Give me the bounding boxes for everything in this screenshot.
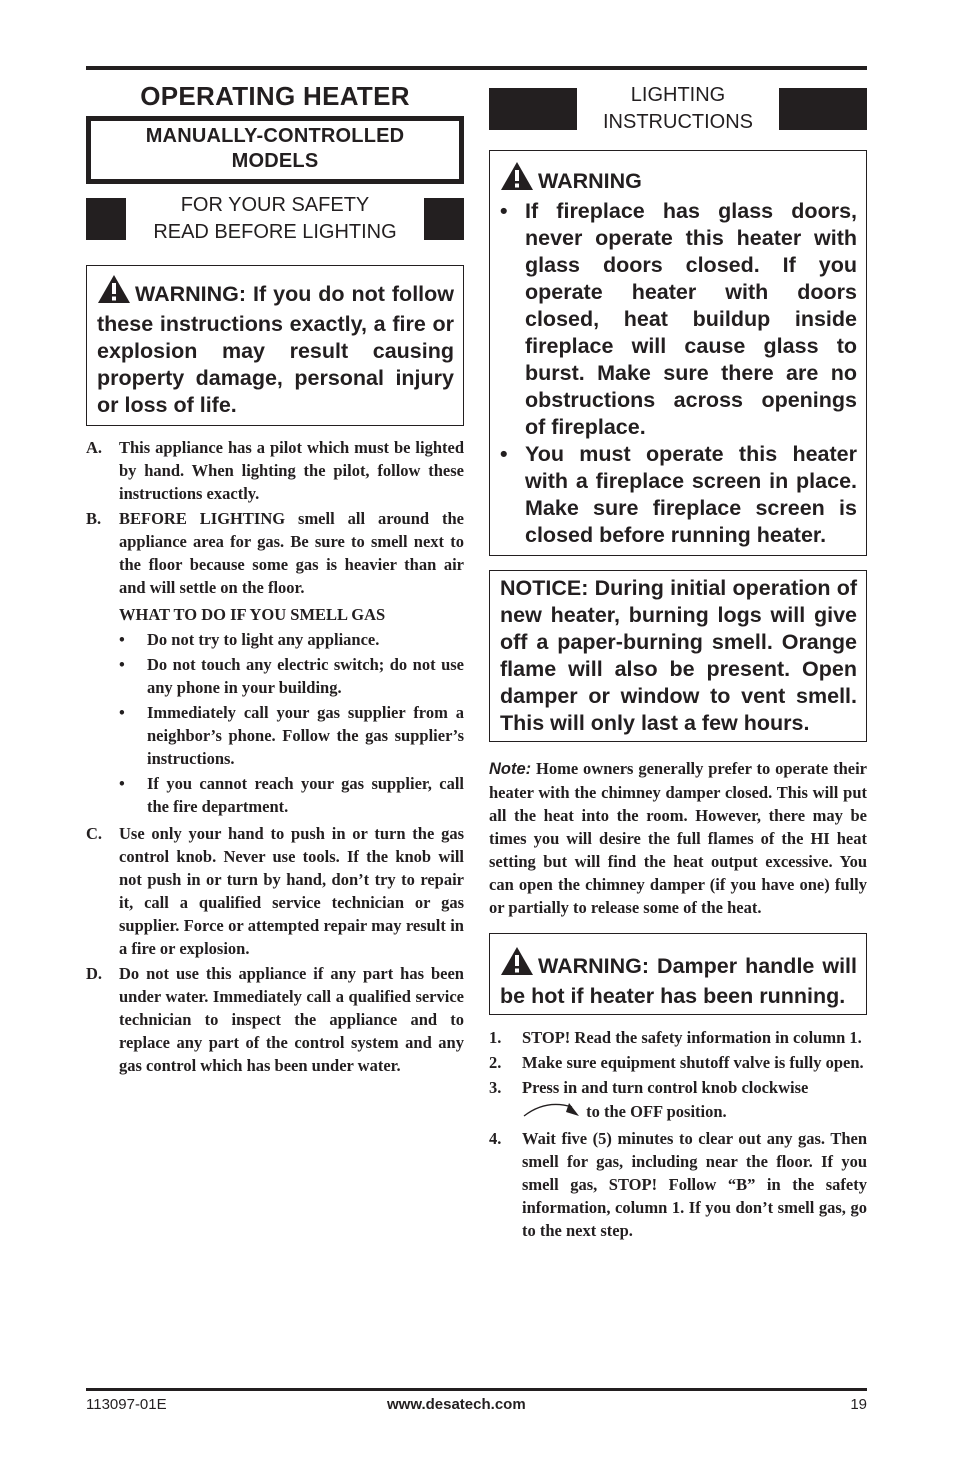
safety-header-line1: FOR YOUR SAFETY [180, 194, 370, 216]
warning-triangle-icon [500, 161, 534, 198]
clockwise-arrow-icon [522, 1099, 582, 1125]
list-item [86, 507, 464, 820]
note-paragraph [489, 757, 867, 919]
note-text: Home owners generally prefer to operate their heater with the chimney damper closed. This will put all the heat into the room. However, there may be times you will desire the full flames of the HI heat setting but will find the heat output excessive. You can open the chimney damper (if you have one) fully or partially to release some of the heat. [489, 759, 867, 917]
item-letter: C. [86, 824, 103, 843]
smell-gas-heading: WHAT TO DO IF YOU SMELL GAS [119, 605, 386, 624]
lighting-header-line1: LIGHTING [630, 84, 726, 106]
lighting-header [489, 82, 867, 136]
right-column [489, 80, 867, 1244]
top-rule [86, 66, 867, 70]
notice-text: During initial operation of new heater, burning logs will give off a paper-burning smell. Orange flame will also be present. Open damper or window to vent smell. This will only last a few hours. [500, 576, 857, 735]
models-banner [86, 116, 464, 184]
list-item: • Do not try to light any appliance. [119, 630, 380, 649]
step-number: 3. [489, 1078, 502, 1097]
header-bar-right [779, 88, 867, 130]
warning-text: Damper handle will be hot if heater has been running. [500, 954, 857, 1008]
page-number: 19 [850, 1396, 867, 1413]
step-number: 2. [489, 1053, 502, 1072]
safety-header [86, 192, 464, 246]
warning-label: WARNING: [135, 282, 247, 306]
item-letter: A. [86, 438, 103, 457]
doc-number: 113097-01E [86, 1396, 167, 1413]
lighting-header-line2: INSTRUCTIONS [603, 111, 753, 133]
section-title: OPERATING HEATER [140, 81, 410, 111]
list-item [86, 436, 464, 505]
step-text: Make sure equipment shutoff valve is fully open. [522, 1053, 864, 1072]
safety-list [86, 436, 464, 1077]
warning-label: WARNING [538, 169, 642, 193]
models-banner-line1: MANUALLY-CONTROLLED [145, 125, 405, 147]
step-text: Wait five (5) minutes to clear out any gas. Then smell for gas, including near the floor. If you smell gas, STOP! Follow “B” in the safety information, column 1. If you don’t smell gas, go to the next step. [522, 1129, 867, 1240]
item-text: Do not use this appliance if any part has been under water. Immediately call a qualified service technician to inspect the appliance and to replace any part of the control system and any gas control which has been under water. [119, 964, 464, 1075]
item-text: BEFORE LIGHTING smell all around the appliance area for gas. Be sure to smell next to the floor because some gas is heavier than air and will settle on the floor. [119, 509, 464, 597]
list-item [489, 1051, 867, 1074]
website-link[interactable]: www.desatech.com [387, 1396, 526, 1413]
list-item [489, 1026, 867, 1049]
step-number: 1. [489, 1028, 502, 1047]
list-item: • Immediately call your gas supplier from a neighbor’s phone. Follow the gas supplier’s instructions. [119, 703, 464, 768]
list-item [86, 962, 464, 1077]
warning-triangle-icon [500, 946, 534, 983]
list-item: • If you cannot reach your gas supplier, call the fire department. [119, 774, 464, 816]
warning-triangle-icon [97, 274, 131, 311]
item-letter: B. [86, 509, 102, 528]
header-bar-left [86, 198, 126, 240]
list-item: • You must operate this heater with a fireplace screen in place. Make sure fireplace screen is closed before running heater. [500, 442, 857, 547]
header-bar-left [489, 88, 577, 130]
smell-gas-bullets [119, 628, 464, 818]
warning-box-damper [489, 933, 867, 1015]
list-item [489, 1127, 867, 1242]
warning-text: If you do not follow these instructions exactly, a fire or explosion may result causing property damage, personal injury or loss of life. [97, 282, 454, 417]
list-item: • If fireplace has glass doors, never operate this heater with glass doors closed. If you operate heater with doors closed, heat buildup inside fireplace will cause glass to burst. Make sure there are no obstructions across openings of fireplace. [500, 199, 857, 439]
list-item: • Do not touch any electric switch; do not use any phone in your building. [119, 655, 464, 697]
models-banner-line2: MODELS [231, 150, 319, 172]
warning-box-explosion [86, 265, 464, 426]
warning-box-glass-doors [489, 150, 867, 556]
step-text: STOP! Read the safety information in column 1. [522, 1028, 862, 1047]
step-text: Press in and turn control knob clockwise [522, 1078, 809, 1097]
step-number: 4. [489, 1129, 502, 1148]
notice-label: NOTICE: [500, 576, 589, 600]
left-column [86, 80, 464, 1079]
item-letter: D. [86, 964, 103, 983]
warning-bullets [500, 198, 857, 549]
list-item [489, 1076, 867, 1125]
step-text: to the OFF position. [582, 1102, 727, 1121]
list-item [86, 822, 464, 960]
bottom-rule [86, 1388, 867, 1391]
lighting-steps [489, 1026, 867, 1242]
note-label: Note: [489, 760, 532, 778]
warning-label: WARNING: [538, 954, 650, 978]
header-bar-right [424, 198, 464, 240]
item-text: This appliance has a pilot which must be lighted by hand. When lighting the pilot, follow these instructions exactly. [119, 438, 464, 503]
notice-box [489, 570, 867, 742]
item-text: Use only your hand to push in or turn the gas control knob. Never use tools. If the knob will not push in or turn by hand, don’t try to repair it, call a qualified service technician or gas supplier. Force or attempted repair may result in a fire or explosion. [119, 824, 464, 958]
safety-header-line2: READ BEFORE LIGHTING [153, 221, 397, 243]
